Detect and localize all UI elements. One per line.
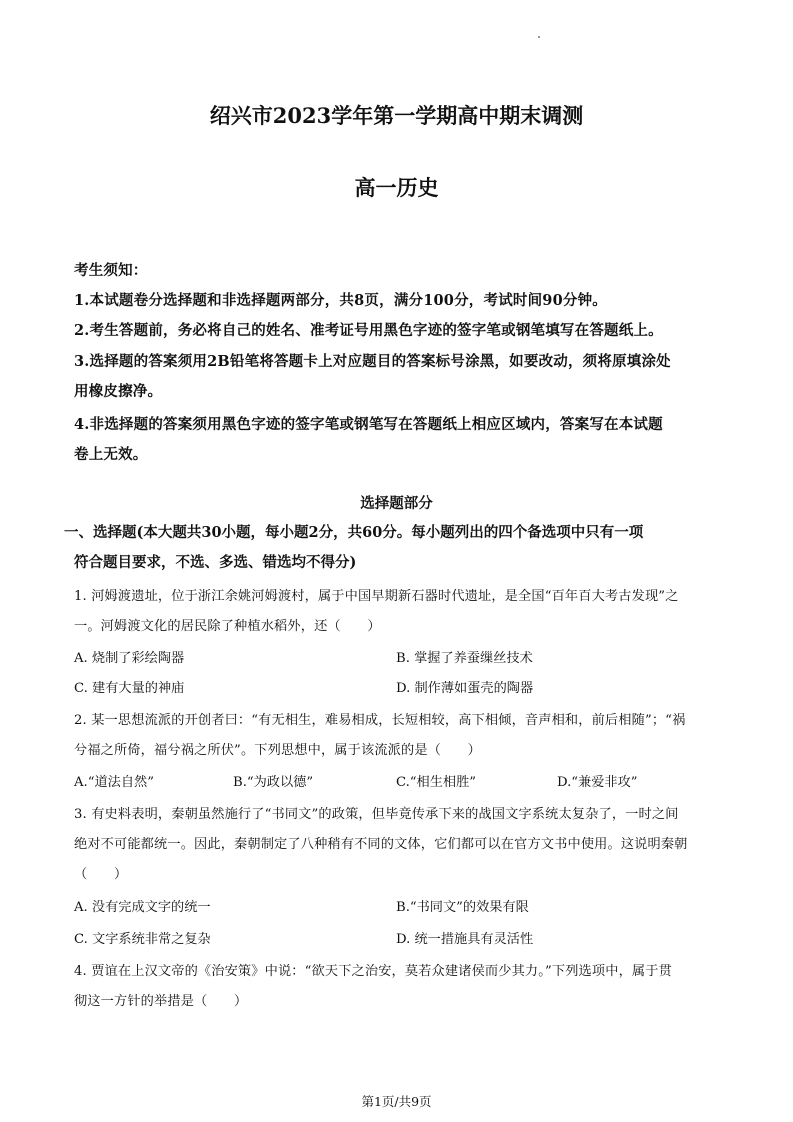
option-b: B. 掌握了养蚕缫丝技术: [396, 651, 533, 666]
question-stem: 1. 河姆渡遗址，位于浙江余姚河姆渡村，属于中国早期新石器时代遗址，是全国“百年百大考古发现”之: [74, 589, 679, 604]
scan-dot: [538, 36, 540, 38]
notice-item: 2.考生答题前，务必将自己的姓名、准考证号用黑色字迹的签字笔或钢笔填写在答题纸上。: [74, 322, 663, 339]
section-title: 选择题部分: [360, 495, 433, 512]
exam-title: 绍兴市2023学年第一学期高中期末调测: [209, 103, 584, 128]
option-b: B.“为政以德”: [233, 775, 314, 790]
option-c: C. 建有大量的神庙: [74, 681, 185, 696]
option-c: C. 文字系统非常之复杂: [74, 932, 211, 947]
section-instruction-continued: 符合题目要求，不选、多选、错选均不得分): [74, 554, 357, 571]
question-stem: 4. 贾谊在上汉文帝的《治安策》中说：“欲天下之治安，莫若众建诸侯而少其力。”下列选项中，属于贯: [74, 964, 672, 979]
option-a: A. 没有完成文字的统一: [74, 900, 211, 915]
notice-heading: 考生须知：: [74, 262, 148, 279]
question-stem: 兮福之所倚，福兮祸之所伏”。下列思想中，属于该流派的是（ ）: [74, 743, 482, 758]
question-stem: （ ）: [74, 867, 128, 882]
notice-item: 4.非选择题的答案须用黑色字迹的签字笔或钢笔写在答题纸上相应区域内，答案写在本试题: [74, 416, 663, 433]
option-d: D. 统一措施具有灵活性: [396, 932, 534, 947]
question-stem: 一。河姆渡文化的居民除了种植水稻外，还（ ）: [74, 619, 381, 634]
question-stem: 3. 有史料表明，秦朝虽然施行了“书同文”的政策，但毕竟传承下来的战国文字系统太复杂了，一时之间: [74, 807, 679, 822]
section-instruction: 一、选择题(本大题共30小题，每小题2分，共60分。每小题列出的四个备选项中只有一项: [64, 524, 644, 541]
page-number: 第1页/共9页: [361, 1094, 432, 1109]
question-stem: 绝对不可能都统一。因此，秦朝制定了八种稍有不同的文体，它们都可以在官方文书中使用。这说明秦朝: [74, 837, 688, 852]
notice-item-continued: 用橡皮擦净。: [74, 383, 163, 400]
notice-item: 1.本试题卷分选择题和非选择题两部分，共8页，满分100分，考试时间90分钟。: [74, 292, 607, 309]
notice-item: 3.选择题的答案须用2B铅笔将答题卡上对应题目的答案标号涂黑，如要改动，须将原填涂处: [74, 353, 671, 370]
option-c: C.“相生相胜”: [396, 775, 477, 790]
question-stem: 2. 某一思想流派的开创者曰：“有无相生，难易相成，长短相较，高下相倾，音声相和，前后相随”；“祸: [74, 713, 686, 728]
option-d: D.“兼爱非攻”: [557, 775, 638, 790]
exam-subject: 高一历史: [354, 175, 439, 200]
notice-item-continued: 卷上无效。: [74, 446, 148, 463]
option-d: D. 制作薄如蛋壳的陶器: [396, 681, 534, 696]
option-a: A.“道法自然”: [74, 775, 154, 790]
option-b: B.“书同文”的效果有限: [396, 900, 529, 915]
question-stem: 彻这一方针的举措是（ ）: [74, 994, 248, 1009]
option-a: A. 烧制了彩绘陶器: [74, 651, 185, 666]
